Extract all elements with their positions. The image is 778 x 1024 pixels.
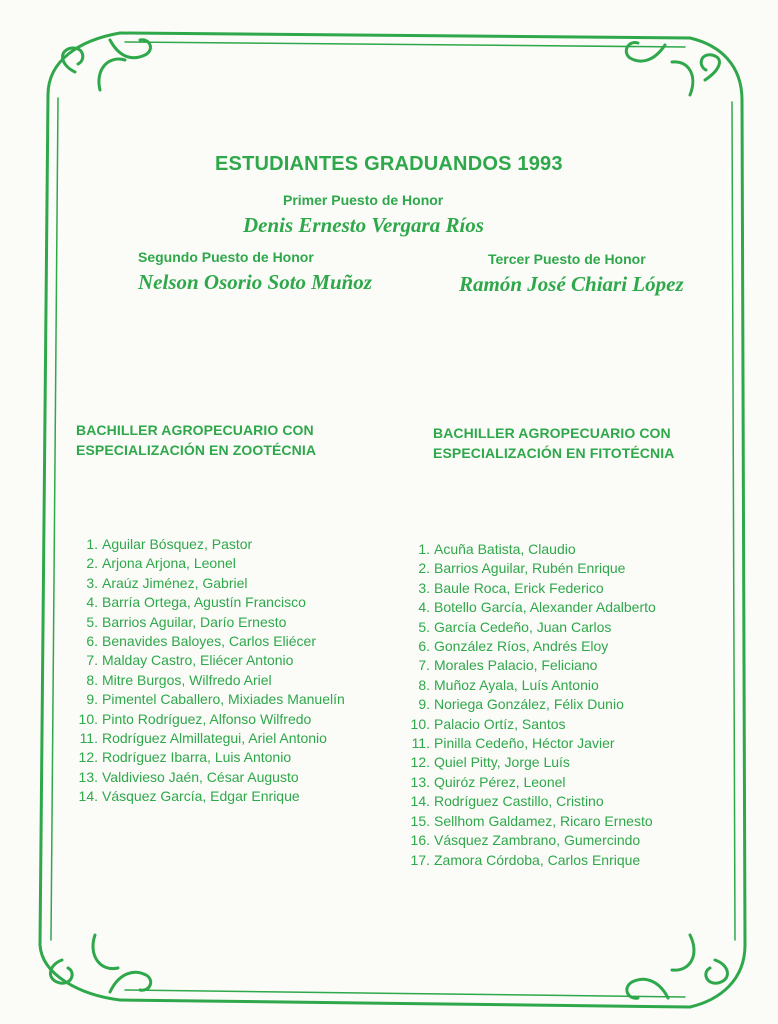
student-name: Malday Castro, Eliécer Antonio [102, 652, 294, 669]
student-number: 15. [410, 812, 430, 829]
student-number: 7. [418, 657, 430, 674]
list-item [68, 613, 345, 632]
student-name: Quiel Pitty, Jorge Luís [434, 754, 570, 771]
student-name: Pinilla Cedeño, Héctor Javier [434, 735, 615, 752]
student-name: Morales Palacio, Feliciano [434, 657, 598, 674]
student-number: 1. [418, 541, 430, 557]
student-name: Vásquez García, Edgar Enrique [102, 788, 300, 805]
list-item [400, 851, 656, 870]
student-number: 8. [418, 676, 430, 693]
third-honor-name: Ramón José Chiari López [459, 272, 684, 296]
student-number: 14. [410, 793, 430, 810]
student-name: Noriega González, Félix Dunio [434, 696, 624, 713]
list-item [400, 559, 656, 578]
list-item [68, 632, 345, 651]
student-name: Baule Roca, Erick Federico [434, 579, 604, 596]
list-item [400, 598, 656, 617]
student-name: Botello García, Alexander Adalberto [434, 599, 656, 616]
student-number: 8. [86, 671, 98, 688]
list-item [68, 554, 345, 573]
student-number: 2. [86, 555, 98, 572]
list-item [400, 715, 656, 734]
student-number: 7. [86, 652, 98, 669]
student-number: 11. [79, 730, 98, 747]
student-name: Benavides Baloyes, Carlos Eliécer [102, 633, 316, 650]
second-honor-label: Segundo Puesto de Honor [138, 249, 314, 265]
list-item [400, 734, 656, 753]
student-number: 10. [78, 710, 98, 727]
zootecnia-heading-line2: ESPECIALIZACIÓN EN ZOOTÉCNIA [76, 442, 317, 458]
student-name: Rodríguez Almillategui, Ariel Antonio [102, 730, 327, 747]
student-number: 9. [86, 691, 98, 708]
zootecnia-student-list [68, 535, 345, 807]
student-number: 12. [78, 749, 98, 766]
list-item [68, 710, 345, 729]
student-number: 12. [410, 754, 430, 771]
fitotecnia-heading-line1: BACHILLER AGROPECUARIO CON [433, 425, 671, 441]
student-name: Vásquez Zambrano, Gumercindo [434, 832, 641, 849]
student-name: Acuña Batista, Claudio [434, 541, 576, 557]
zootecnia-heading-line1: BACHILLER AGROPECUARIO CON [76, 422, 314, 438]
list-item [400, 676, 656, 695]
student-number: 13. [78, 768, 98, 785]
fitotecnia-heading-line2: ESPECIALIZACIÓN EN FITOTÉCNIA [433, 445, 675, 461]
list-item [68, 535, 345, 554]
list-item [400, 579, 656, 598]
student-name: Aguilar Bósquez, Pastor [102, 536, 253, 552]
list-item [68, 729, 345, 748]
list-item [400, 695, 656, 714]
student-number: 16. [410, 832, 430, 849]
list-item [400, 773, 656, 792]
student-name: Mitre Burgos, Wilfredo Ariel [102, 671, 272, 688]
list-item [68, 690, 345, 709]
student-name: González Ríos, Andrés Eloy [434, 638, 609, 655]
student-name: García Cedeño, Juan Carlos [434, 618, 612, 635]
student-name: Pimentel Caballero, Mixiades Manuelín [102, 691, 345, 708]
student-number: 1. [86, 536, 98, 552]
page-title: ESTUDIANTES GRADUANDOS 1993 [215, 153, 563, 175]
list-item [400, 637, 656, 656]
student-name: Pinto Rodríguez, Alfonso Wilfredo [102, 710, 312, 727]
student-number: 10. [410, 715, 430, 732]
student-name: Barrios Aguilar, Rubén Enrique [434, 560, 626, 577]
fitotecnia-heading [433, 423, 674, 463]
student-number: 13. [410, 773, 430, 790]
list-item [400, 792, 656, 811]
student-name: Sellhom Galdamez, Ricaro Ernesto [434, 812, 653, 829]
list-item [400, 540, 656, 559]
list-item [400, 831, 656, 850]
third-honor-label: Tercer Puesto de Honor [488, 251, 646, 267]
list-item [400, 753, 656, 772]
student-name: Arjona Arjona, Leonel [102, 555, 236, 572]
student-name: Quiróz Pérez, Leonel [434, 773, 566, 790]
list-item [68, 651, 345, 670]
list-item [400, 618, 656, 637]
student-name: Barría Ortega, Agustín Francisco [102, 594, 306, 611]
student-number: 5. [418, 618, 430, 635]
student-number: 14. [78, 788, 98, 805]
student-name: Rodríguez Castillo, Cristino [434, 793, 604, 810]
list-item [68, 593, 345, 612]
list-item [400, 812, 656, 831]
list-item [68, 768, 345, 787]
student-number: 2. [418, 560, 430, 577]
list-item [68, 787, 345, 806]
student-name: Palacio Ortíz, Santos [434, 715, 566, 732]
student-name: Araúz Jiménez, Gabriel [102, 574, 248, 591]
second-honor-name: Nelson Osorio Soto Muñoz [138, 270, 372, 294]
first-honor-name: Denis Ernesto Vergara Ríos [243, 213, 484, 237]
student-name: Barrios Aguilar, Darío Ernesto [102, 613, 287, 630]
student-name: Valdivieso Jaén, César Augusto [102, 768, 299, 785]
student-number: 4. [418, 599, 430, 616]
student-name: Muñoz Ayala, Luís Antonio [434, 676, 599, 693]
student-number: 6. [86, 633, 98, 650]
student-number: 3. [418, 579, 430, 596]
list-item [68, 748, 345, 767]
student-number: 9. [418, 696, 430, 713]
student-number: 5. [86, 613, 98, 630]
student-number: 4. [86, 594, 98, 611]
zootecnia-heading [76, 420, 316, 460]
student-number: 11. [411, 735, 430, 752]
list-item [68, 574, 345, 593]
student-name: Rodríguez Ibarra, Luis Antonio [102, 749, 292, 766]
student-number: 6. [418, 638, 430, 655]
fitotecnia-student-list [400, 540, 656, 870]
list-item [68, 671, 345, 690]
student-number: 17. [410, 851, 430, 868]
student-name: Zamora Córdoba, Carlos Enrique [434, 851, 641, 868]
student-number: 3. [86, 574, 98, 591]
first-honor-label: Primer Puesto de Honor [283, 192, 444, 208]
list-item [400, 656, 656, 675]
